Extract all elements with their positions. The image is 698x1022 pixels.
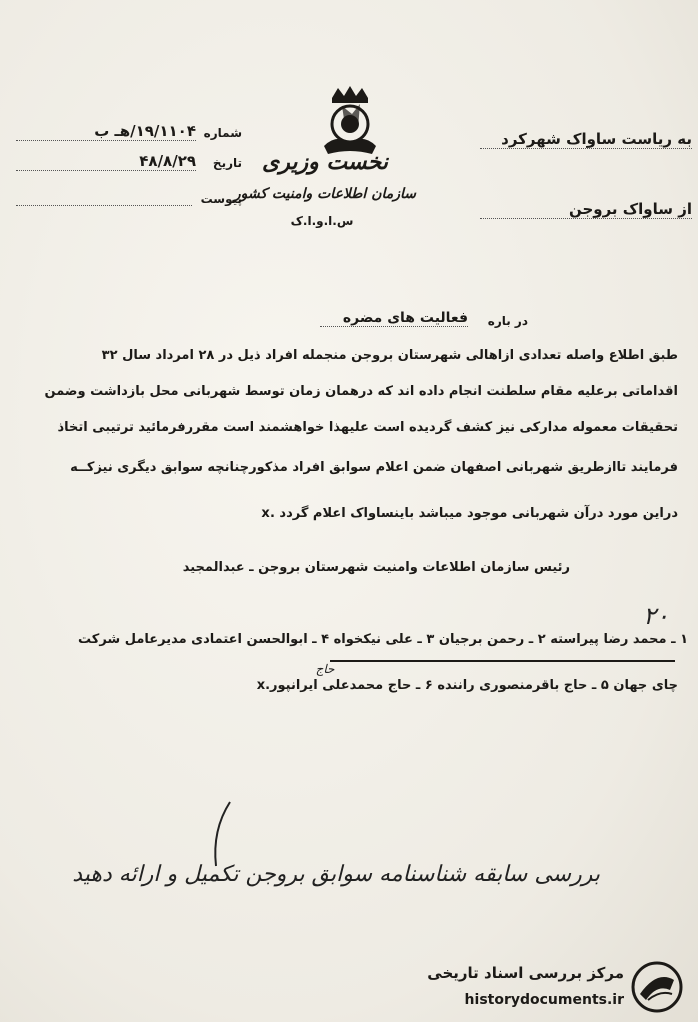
body-line: طبق اطلاع واصله تعدادی ازاهالی شهرستان بروجن منجمله افراد ذیل در ۲۸ امرداد سال ۳۲ xyxy=(101,348,678,363)
archive-logo-icon xyxy=(630,960,684,1014)
number-value: ۱۹/۱۱۰۴/هـ ب xyxy=(16,122,196,141)
recipient: به ریاست ساواک شهرکرد xyxy=(480,130,692,149)
body-line: تحقیقات معموله مدارکی نیز کشف گردیده است علیهذا خواهشمند است مقررفرمائید ترتیبی اتخاذ xyxy=(57,420,678,435)
date-value: ۴۸/۸/۲۹ xyxy=(16,152,196,171)
names-line: ۱ ـ محمد رضا پیراسته ۲ ـ رحمن برجیان ۳ ـ علی نیکخواه ۴ ـ ابوالحسن اعتمادی مدیرعامل شرکت xyxy=(78,632,688,647)
margin-note-number: ۲۰ xyxy=(643,602,669,630)
number-label: شماره xyxy=(203,126,242,140)
names-line: چای جهان ۵ ـ حاج باقرمنصوری راننده ۶ ـ حاج محمدعلی ایرانپور.x xyxy=(256,678,678,693)
handwritten-stroke xyxy=(200,800,240,870)
footer-url[interactable]: historydocuments.ir xyxy=(464,992,624,1008)
names-underline xyxy=(330,660,675,662)
org-name-primary: نخست وزیری xyxy=(262,150,388,175)
attachment-line xyxy=(16,205,192,206)
handwritten-insert: حاج xyxy=(315,662,335,676)
org-name-secondary: سازمان اطلاعات وامنیت کشور xyxy=(233,186,416,202)
body-line: فرمایند تاازطریق شهربانی اصفهان ضمن اعلام سوابق افراد مذکورچنانچه سوابق دیگری نیزکــه xyxy=(70,460,678,475)
signature: رئیس سازمان اطلاعات وامنیت شهرستان بروجن ـ عبدالمجید xyxy=(182,560,570,575)
body-line: دراین مورد درآن شهربانی موجود میباشد باینساواک اعلام گردد .x xyxy=(261,506,678,521)
subject-value: فعالیت های مضره xyxy=(320,310,468,327)
attachment-label: پیوست xyxy=(200,192,242,206)
subject-label: در باره xyxy=(487,314,528,328)
handwritten-note: بررسی سابقه شناسنامه سوابق بروجن تکمیل و ارائه دهید xyxy=(72,862,600,887)
body-line: اقداماتی برعلیه مقام سلطنت انجام داده اند که درهمان زمان توسط شهربانی محل بازداشت وضمن xyxy=(44,384,678,399)
org-code: س.ا.و.ا.ک xyxy=(290,214,354,228)
footer-org-name: مرکز بررسی اسناد تاریخی xyxy=(427,964,624,982)
sender: از ساواک بروجن xyxy=(480,200,692,219)
date-label: تاریخ xyxy=(212,156,242,170)
